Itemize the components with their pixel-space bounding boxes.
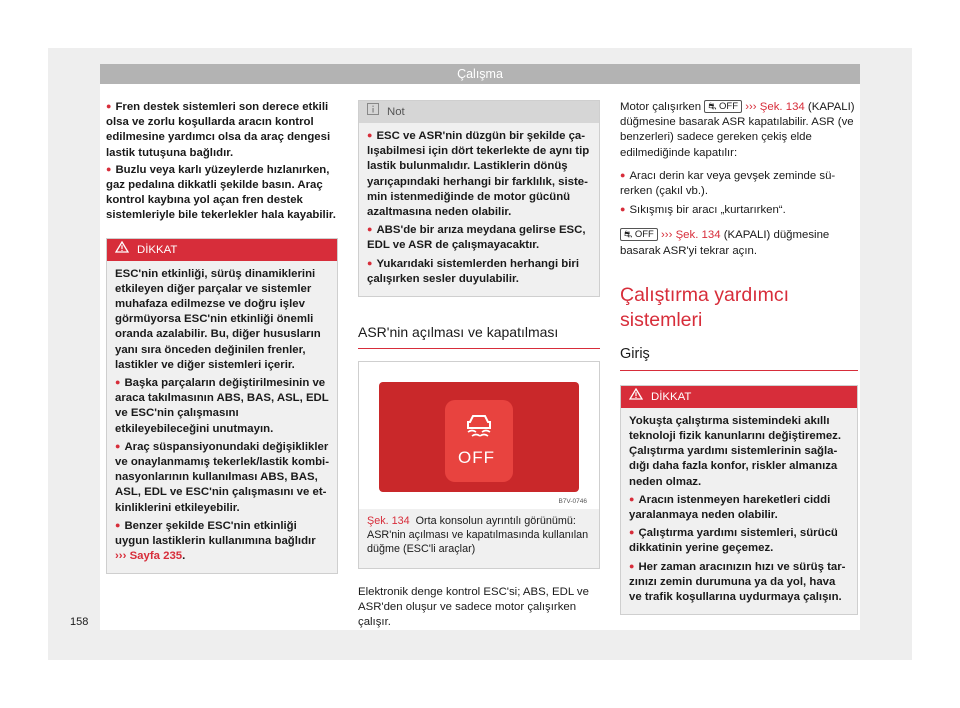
- warning-intro: ESC'nin etkinliği, sürüş dinamiklerini etkileyen diğer parçalar ve sistemler muhafaza edilmezse ve doğru işlev görmüyorsa ESC'nin etkinliği önemli oranda azalabilir. Bu, diğer hususların yanı sıra önceden değinilen frenler, lastikler ve diğer sistemleri içerir.: [115, 267, 321, 371]
- note-header: [359, 101, 599, 123]
- off-key-icon: ⛐ OFF: [704, 100, 742, 113]
- off-button-label: OFF: [458, 448, 495, 468]
- esc-off-car-icon: [462, 412, 496, 438]
- figure-link-arrow[interactable]: ›››: [745, 101, 757, 113]
- warning-bullet: ● Çalıştırma yardımı sistemleri, sürücü dikkatinin yerine geçemez.: [629, 526, 849, 556]
- figure-code: B7V-0746: [558, 498, 587, 506]
- section-rule: [358, 348, 600, 349]
- section-header: Çalışma: [100, 64, 860, 84]
- warning-bullet: ● Benzer şekilde ESC'nin etkinliği uygun lastiklerin kullanımına bağlıdır ››› Sayfa 235.: [115, 519, 329, 565]
- warning-intro: Yokuşta çalıştırma sistemindeki akıllı teknoloji fizik kanunlarını değiştiremez. Çalıştırma yardımı sistemlerinin sağladığı daha fazla konfor, riskler almanıza neden olmaz.: [629, 414, 842, 488]
- warning-header: [107, 239, 337, 261]
- page-link[interactable]: Sayfa 235: [129, 550, 183, 563]
- note-box: [358, 100, 600, 297]
- page-link-arrow[interactable]: ›››: [115, 550, 127, 563]
- info-icon: [367, 101, 379, 123]
- body-paragraph: ⛐ OFF ››› Şek. 134 (KAPALI) düğmesine basarak ASR'yi tekrar açın.: [620, 229, 830, 257]
- body-paragraph: Motor çalışırken ⛐ OFF ››› Şek. 134 (KAPALI) düğmesine basarak ASR kapatılabilir. ASR (ve benzerleri) sadece gereken çekiş elde edilmediğinde kapatılır:: [620, 101, 855, 159]
- warning-box: [620, 385, 858, 615]
- bullet-paragraph: ● Aracı derin kar veya gevşek zeminde sürerken (çakıl vb.).: [620, 169, 858, 199]
- column-middle: [358, 100, 600, 631]
- figure-label: Şek. 134: [367, 515, 410, 528]
- warning-bullet: ● Başka parçaların değiştirilmesinin ve araca takılmasının ABS, BAS, ASL, EDL ve ESC'nin çalışmasını etkileyebileceğini unutmayın.: [115, 376, 329, 437]
- bullet-paragraph: ● Buzlu veya karlı yüzeylerde hızlanırken, gaz pedalına dikkatli şekilde basın. Araç kontrol kaybına yol açan fren destek sistemleriyle bile tekerlekler hala kayabilir.: [106, 163, 338, 224]
- body-paragraph: Elektronik denge kontrol ESC'si; ABS, EDL ve ASR'den oluşur ve sadece motor çalışırken çalışır.: [358, 586, 589, 629]
- warning-box: [106, 238, 338, 575]
- bullet-paragraph: ● Sıkışmış bir aracı „kurtarırken“.: [620, 203, 858, 218]
- warning-header: [621, 386, 857, 408]
- figure-image: [359, 362, 599, 509]
- warning-bullet: ● Her zaman aracınızın hızı ve sürüş tarzınızı zemin durumuna ya da yol, hava ve trafik koşullarına uydurmaya çalışın.: [629, 560, 849, 606]
- chapter-title: Çalıştırma yardımcı sistemleri: [620, 283, 790, 331]
- warning-title: DİKKAT: [137, 243, 178, 256]
- warning-triangle-icon: [629, 386, 643, 408]
- column-left: [106, 100, 338, 574]
- figure-link-arrow[interactable]: ›››: [661, 229, 673, 242]
- section-title: Giriş: [620, 345, 650, 362]
- figure-link[interactable]: Şek. 134: [759, 101, 805, 113]
- note-bullet: ● ESC ve ASR'nin düzgün bir şekilde çalışabilmesi için dört tekerlekte de aynı tip lastik bulunmalıdır. Lastiklerin dönüş yarıçapındaki herhangi bir farklılık, sistemin istenmediğinde de motor gücünü azaltmasına neden olabilir.: [367, 129, 591, 220]
- warning-triangle-icon: [115, 239, 129, 261]
- section-rule: [620, 370, 858, 371]
- warning-bullet: ● Araç süspansiyonundaki değişiklikler ve onaylanmamış tekerlek/lastik kombinasyonlarının kullanılması ABS, BAS, ASL, EDL ve ESC'nin çalışmasını ve etkinliklerini etkileyebilir.: [115, 440, 329, 516]
- figure-link[interactable]: Şek. 134: [675, 229, 721, 242]
- warning-title: DİKKAT: [651, 390, 692, 403]
- bullet-paragraph: ● Fren destek sistemleri son derece etkili olsa ve zorlu koşullarda aracın kontrol edilmesine yardımcı olsa da araç dengesi lastik tutuşuna bağlıdır.: [106, 100, 338, 161]
- section-title: ASR'nin açılması ve kapatılması: [358, 324, 559, 341]
- note-bullet: ● ABS'de bir arıza meydana gelirse ESC, EDL ve ASR de çalışmayacaktır.: [367, 223, 591, 253]
- note-title: Not: [387, 106, 405, 118]
- off-key-icon: ⛐ OFF: [620, 228, 658, 241]
- column-right: [620, 100, 858, 615]
- note-bullet: ● Yukarıdaki sistemlerden herhangi biri çalışırken sesler duyulabilir.: [367, 257, 591, 287]
- warning-bullet: ● Aracın istenmeyen hareketleri ciddi yaralanmaya neden olabilir.: [629, 493, 849, 523]
- page-number: 158: [70, 616, 89, 628]
- figure-caption: Şek. 134 Orta konsolun ayrıntılı görünümü: ASR'nin açılması ve kapatılmasında kullanılan düğme (ESC'li araçlar): [367, 515, 589, 555]
- figure-box: [358, 361, 600, 569]
